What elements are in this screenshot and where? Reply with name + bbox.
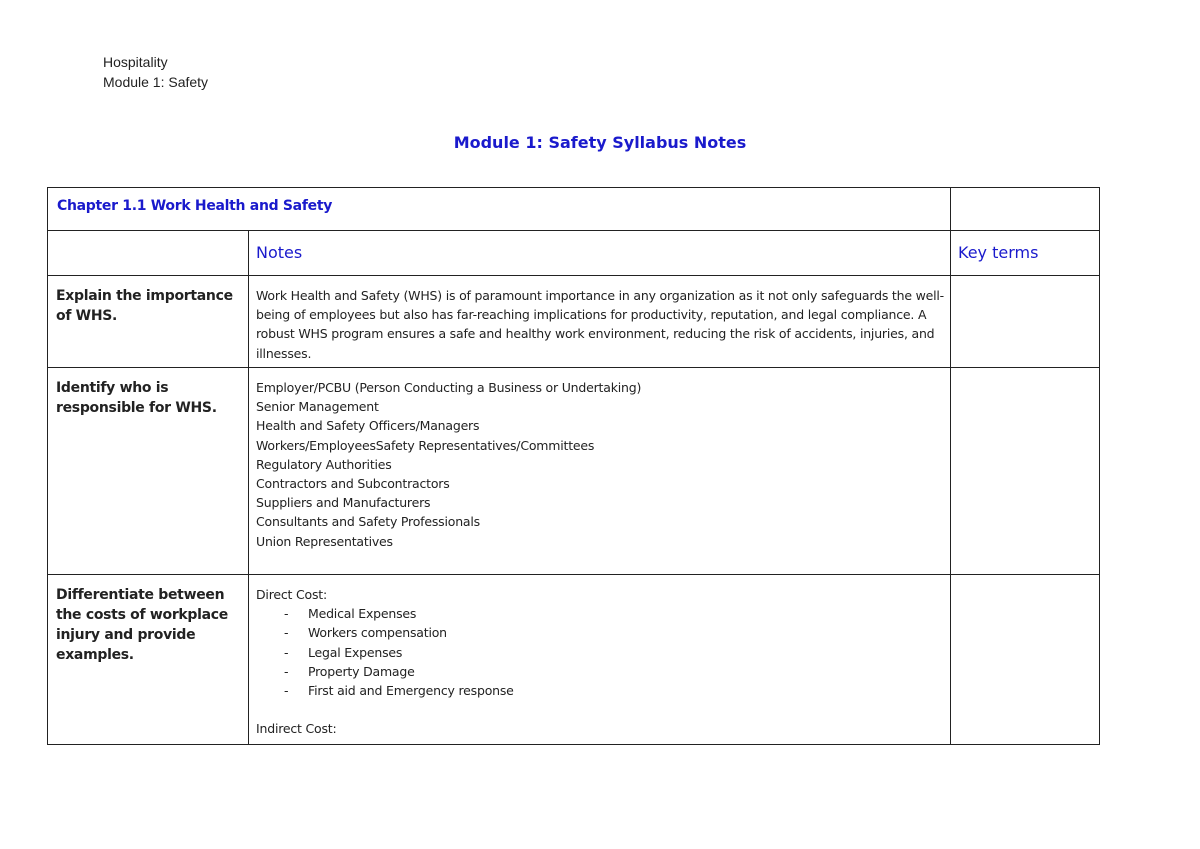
list-item — [256, 662, 944, 681]
list-item: Senior Management — [256, 399, 379, 415]
list-item: Contractors and Subcontractors — [256, 476, 450, 492]
key-terms-importance — [951, 276, 1100, 368]
key-terms-responsible — [951, 368, 1100, 575]
chapter-empty-cell — [951, 188, 1100, 231]
list-item-text: Property Damage — [308, 663, 415, 679]
header-line-module: Module 1: Safety — [103, 74, 209, 90]
dash-bullet: - — [284, 606, 289, 622]
row-label-costs: Differentiate between the costs of workplace injury and provide examples. — [48, 575, 249, 745]
notes-responsible — [249, 368, 951, 575]
column-header-key-terms: Key terms — [951, 231, 1100, 276]
dash-bullet: - — [284, 683, 289, 699]
dash-bullet: - — [284, 663, 289, 679]
direct-cost-heading: Direct Cost: — [256, 587, 328, 602]
list-item — [256, 623, 944, 642]
dash-bullet: - — [284, 644, 289, 660]
list-item: Employer/PCBU (Person Conducting a Business or Undertaking) — [256, 380, 642, 395]
syllabus-table — [47, 187, 1100, 745]
list-item: Suppliers and Manufacturers — [256, 495, 431, 511]
column-header-notes: Notes — [249, 231, 951, 276]
list-item-text: Medical Expenses — [308, 606, 417, 622]
row-label-importance: Explain the importance of WHS. — [48, 276, 249, 368]
key-terms-costs — [951, 575, 1100, 745]
table-row — [48, 575, 1100, 745]
list-item-text: First aid and Emergency response — [308, 683, 514, 699]
dash-bullet: - — [284, 625, 289, 641]
chapter-title-cell: Chapter 1.1 Work Health and Safety — [48, 188, 951, 231]
list-item-text: Legal Expenses — [308, 644, 403, 660]
list-item — [256, 681, 944, 700]
table-row-column-headers — [48, 231, 1100, 276]
row-label-responsible: Identify who is responsible for WHS. — [48, 368, 249, 575]
document-header — [103, 52, 208, 92]
spacer — [256, 700, 944, 719]
notes-costs — [249, 575, 951, 745]
list-item: Consultants and Safety Professionals — [256, 514, 480, 530]
header-line-hospitality: Hospitality — [103, 54, 168, 70]
list-item — [256, 643, 944, 662]
table-row — [48, 276, 1100, 368]
list-item: Regulatory Authorities — [256, 456, 392, 472]
list-item: Union Representatives — [256, 533, 393, 549]
indirect-cost-heading: Indirect Cost: — [256, 721, 337, 737]
list-item-text: Workers compensation — [308, 625, 447, 641]
table-row-chapter — [48, 188, 1100, 231]
table-row — [48, 368, 1100, 575]
list-item: Health and Safety Officers/Managers — [256, 418, 480, 434]
notes-importance: Work Health and Safety (WHS) is of paramount importance in any organization as it not only safeguards the well-being of employees but also has far-reaching implications for productivity, reputation, and legal compliance. A robust WHS program ensures a safe and healthy work environment, reducing the risk of accidents, injuries, and illnesses. — [249, 276, 951, 368]
page-title: Module 1: Safety Syllabus Notes — [453, 133, 747, 152]
list-item: Workers/EmployeesSafety Representatives/Committees — [256, 437, 595, 453]
list-item — [256, 604, 944, 623]
header-empty-cell — [48, 231, 249, 276]
